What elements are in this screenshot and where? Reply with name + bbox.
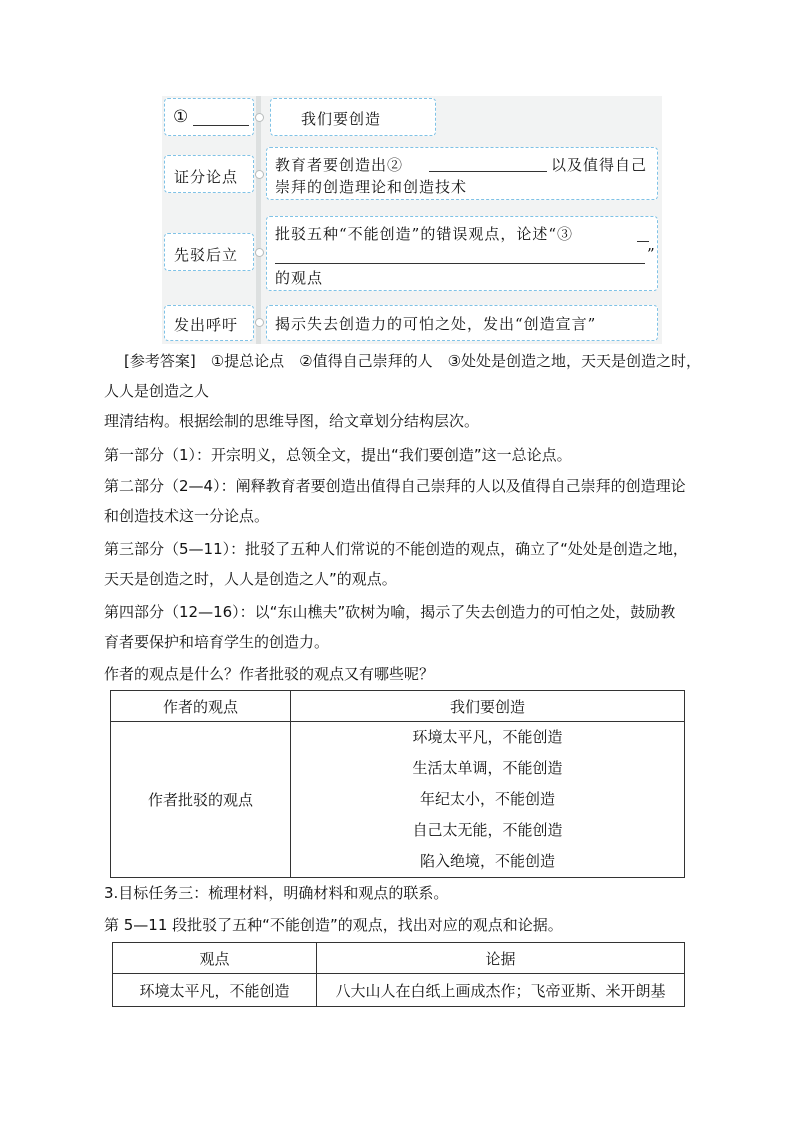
- mindmap-label-4: [164, 305, 254, 341]
- task3-intro: 第 5—11 段批驳了五种“不能创造”的观点，找出对应的观点和论据。: [104, 916, 563, 934]
- task3-title: 3.目标任务三：梳理材料，明确材料和观点的联系。: [104, 884, 449, 902]
- list-item: 环境太平凡，不能创造: [412, 728, 563, 746]
- viewpoint-table: [110, 690, 685, 878]
- list-item: 生活太单调，不能创造: [412, 759, 563, 777]
- mindmap-label-2: [164, 155, 254, 193]
- table-header-viewpoint: 观点: [113, 943, 317, 974]
- mindmap-content-2: [266, 147, 658, 200]
- paragraph-part-2-line2: 和创造技术这一分论点。: [104, 507, 270, 525]
- mindmap-label-1-text: ①: [173, 107, 190, 127]
- paragraph-part-4-line1: 第四部分（12—16）：以“东山樵夫”砍树为喻，揭示了失去创造力的可怕之处，鼓励教: [104, 603, 676, 621]
- connector-dot-1: [255, 113, 264, 122]
- answer-line-2: 人人是创造之人: [104, 382, 210, 400]
- table-row: [111, 691, 685, 722]
- mindmap-spine: [256, 96, 261, 344]
- answer-line-1: [参考答案] ①提总论点 ②值得自己崇拜的人 ③处处是创造之地，天天是创造之时，: [124, 352, 702, 370]
- connector-dot-4: [255, 318, 264, 327]
- table-cell-head: 作者批驳的观点: [111, 722, 291, 878]
- table-cell-head: 作者的观点: [111, 691, 291, 722]
- table-row: [113, 943, 685, 974]
- mindmap-label-3-text: 先驳后立: [174, 246, 239, 264]
- blank-line-3a: [637, 225, 649, 242]
- mindmap-label-1: [164, 98, 254, 136]
- paragraph-part-3-line2: 天天是创造之时，人人是创造之人”的观点。: [104, 570, 397, 588]
- table-row: [111, 722, 685, 878]
- list-item: 陷入绝境，不能创造: [419, 852, 555, 870]
- paragraph-part-2-line1: 第二部分（2—4）：阐释教育者要创造出值得自己崇拜的人以及值得自己崇拜的创造理论: [104, 477, 686, 495]
- mindmap-content-1: [270, 98, 436, 136]
- list-item: 年纪太小，不能创造: [419, 790, 555, 808]
- connector-dot-2: [255, 170, 264, 179]
- connector-dot-3: [255, 248, 264, 257]
- paragraph-part-3-line1: 第三部分（5—11）：批驳了五种人们常说的不能创造的观点，确立了“处处是创造之地，: [104, 540, 688, 558]
- question: 作者的观点是什么？作者批驳的观点又有哪些呢？: [104, 665, 435, 683]
- table-row: [113, 974, 685, 1007]
- mindmap-content-2-line1a: 教育者要创造出②: [275, 156, 404, 174]
- mindmap-label-3: [164, 233, 254, 271]
- mindmap-content-3: [266, 216, 658, 291]
- table-header-evidence: 论据: [317, 943, 685, 974]
- list-item: 自己太无能，不能创造: [412, 821, 563, 839]
- mindmap-content-4-text: 揭示失去创造力的可怕之处，发出“创造宣言”: [275, 315, 597, 333]
- table-cell-value: 我们要创造: [291, 691, 685, 722]
- blank-line-3b: [275, 247, 645, 264]
- paragraph-structure: 理清结构。根据绘制的思维导图，给文章划分结构层次。: [104, 412, 480, 430]
- mindmap-content-2-line1b: 以及值得自己: [551, 156, 648, 174]
- mindmap-content-3-line1: 批驳五种“不能创造”的错误观点，论述“③: [275, 225, 574, 243]
- blank-line-1: [193, 109, 249, 126]
- table-cell-list: [291, 722, 685, 878]
- table-cell-viewpoint: 环境太平凡，不能创造: [113, 974, 317, 1007]
- table-cell-evidence: 八大山人在白纸上画成杰作；飞帝亚斯、米开朗基: [317, 974, 685, 1007]
- mindmap-content-3-quote-end: ”: [647, 245, 656, 263]
- mindmap-content-4: [266, 305, 658, 341]
- mindmap-content-1-text: 我们要创造: [301, 110, 382, 128]
- mindmap-content-2-line2: 崇拜的创造理论和创造技术: [275, 178, 468, 196]
- mindmap-label-2-text: 证分论点: [174, 168, 239, 186]
- argument-table: [112, 942, 685, 1007]
- blank-line-2: [429, 155, 547, 172]
- mindmap-label-4-text: 发出呼吁: [174, 316, 239, 334]
- paragraph-part-1: 第一部分（1）：开宗明义，总领全文，提出“我们要创造”这一总论点。: [104, 446, 572, 464]
- mindmap-content-3-line3: 的观点: [275, 269, 324, 287]
- paragraph-part-4-line2: 育者要保护和培育学生的创造力。: [104, 633, 330, 651]
